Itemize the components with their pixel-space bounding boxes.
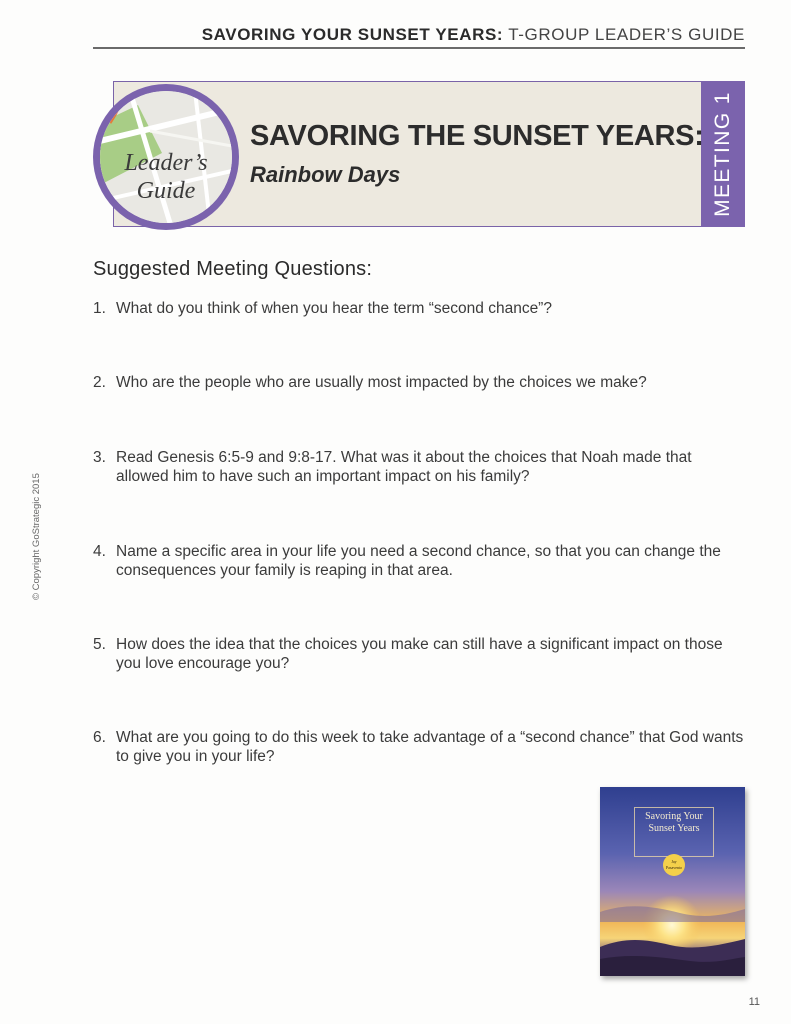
page-number: 11 xyxy=(748,996,760,1008)
meeting-tab xyxy=(701,81,745,227)
badge-label-line2: Guide xyxy=(136,178,196,204)
book-title xyxy=(634,807,714,857)
running-head xyxy=(93,24,745,46)
badge-label xyxy=(100,149,232,205)
question-text: What are you going to do this week to take advantage of a “second chance” that God wants to give you in your life? xyxy=(116,729,744,765)
question-number: 2. xyxy=(93,374,106,391)
question-item xyxy=(93,373,748,392)
question-text: Who are the people who are usually most impacted by the choices we make? xyxy=(116,374,647,391)
question-text: How does the idea that the choices you make can still have a significant impact on those you love encourage you? xyxy=(116,636,723,672)
book-title-line2: Sunset Years xyxy=(648,823,700,834)
question-text: What do you think of when you hear the term “second chance”? xyxy=(116,300,552,317)
leaders-guide-badge xyxy=(93,84,239,230)
question-number: 1. xyxy=(93,300,106,317)
badge-label-line1: Leader’s xyxy=(124,150,208,176)
meeting-subtitle: Rainbow Days xyxy=(250,162,401,187)
running-head-title: SAVORING YOUR SUNSET YEARS: xyxy=(201,25,504,44)
book-author: Jay Pasavento xyxy=(663,854,685,876)
question-item xyxy=(93,542,748,580)
running-head-subtitle: T-GROUP LEADER’S GUIDE xyxy=(508,25,745,44)
copyright-notice: © Copyright GoStrategic 2015 xyxy=(31,473,42,600)
meeting-title: SAVORING THE SUNSET YEARS: xyxy=(250,120,704,152)
question-number: 4. xyxy=(93,543,106,560)
meeting-tab-label: MEETING 1 xyxy=(711,91,734,217)
map-illustration xyxy=(100,91,232,223)
location-pin-icon xyxy=(100,91,122,125)
question-number: 6. xyxy=(93,729,106,746)
question-text: Name a specific area in your life you need a second chance, so that you can change the consequences your family is reaping in that area. xyxy=(116,543,721,579)
question-item xyxy=(93,448,748,486)
header-divider xyxy=(93,47,745,49)
question-item xyxy=(93,635,748,673)
question-text: Read Genesis 6:5-9 and 9:8-17. What was it about the choices that Noah made that allowed him to have such an important impact on his family? xyxy=(116,449,692,485)
question-item xyxy=(93,728,748,766)
question-item xyxy=(93,299,748,318)
question-number: 5. xyxy=(93,636,106,653)
book-cover-image xyxy=(600,787,745,976)
question-number: 3. xyxy=(93,449,106,466)
book-title-line1: Savoring Your xyxy=(645,811,703,822)
section-heading: Suggested Meeting Questions: xyxy=(93,258,373,280)
